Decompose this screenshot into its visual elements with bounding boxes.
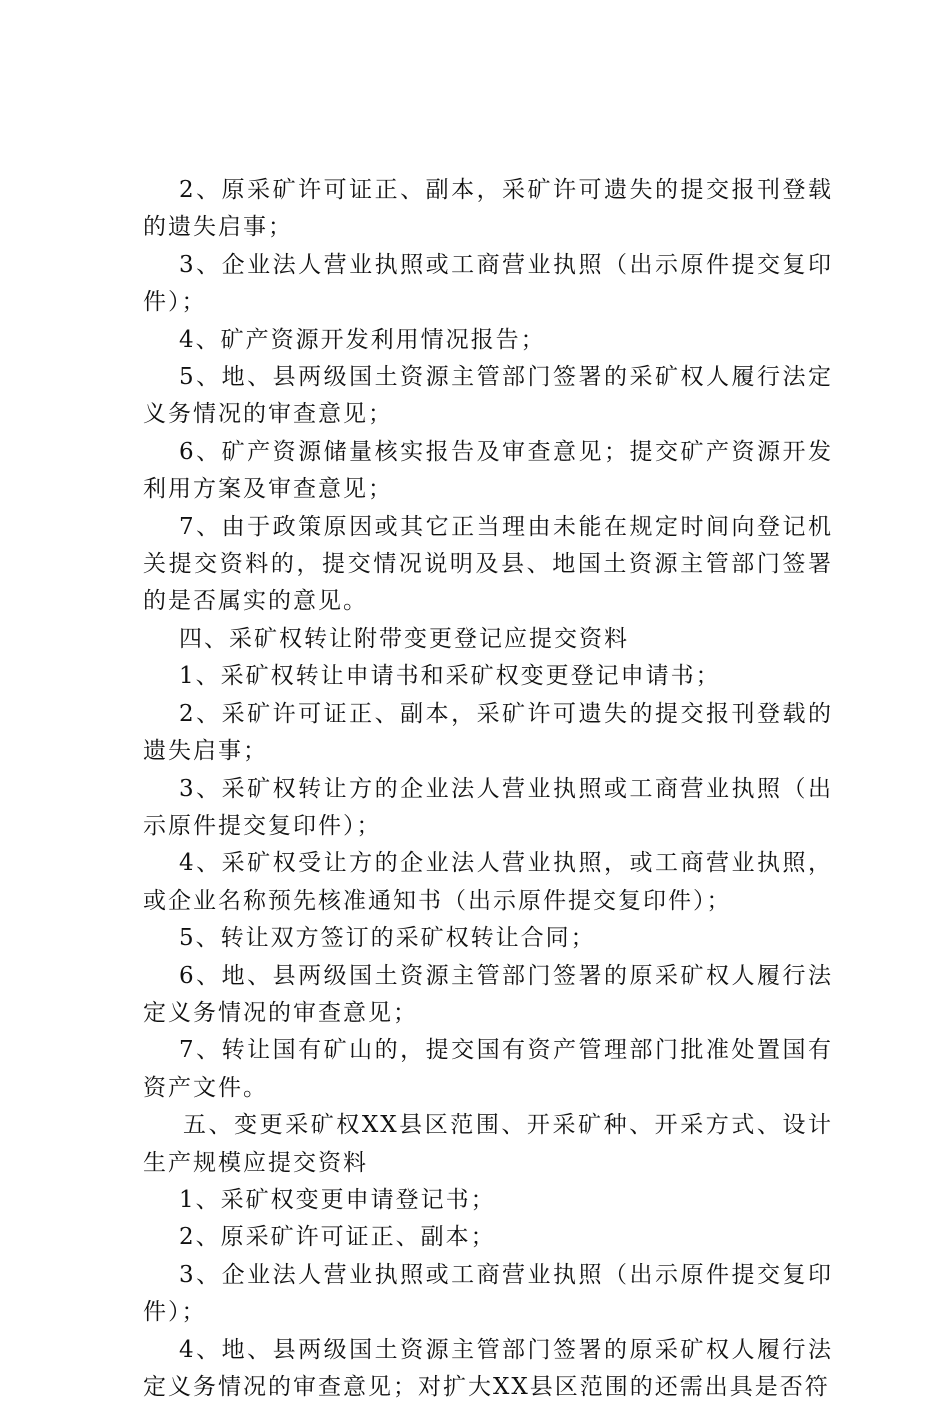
list-item: 3、采矿权转让方的企业法人营业执照或工商营业执照（出示原件提交复印件）；	[143, 775, 833, 839]
list-item: 4、采矿权受让方的企业法人营业执照，或工商营业执照，或企业名称预先核准通知书（出示原件提交复印件）；	[143, 850, 833, 914]
list-item: 7、由于政策原因或其它正当理由未能在规定时间向登记机关提交资料的，提交情况说明及县、地国土资源主管部门签署的是否属实的意见。	[143, 513, 833, 615]
list-item: 2、原采矿许可证正、副本，采矿许可遗失的提交报刊登载的遗失启事；	[143, 177, 833, 241]
list-item: 1、采矿权转让申请书和采矿权变更登记申请书；	[179, 663, 721, 690]
list-item: 1、采矿权变更申请登记书；	[179, 1186, 496, 1213]
list-item: 5、地、县两级国土资源主管部门签署的采矿权人履行法定义务情况的审查意见；	[143, 364, 833, 428]
list-item: 2、原采矿许可证正、副本；	[179, 1224, 496, 1251]
section-heading: 四、采矿权转让附带变更登记应提交资料	[179, 625, 629, 652]
list-item: 3、企业法人营业执照或工商营业执照（出示原件提交复印件）；	[143, 251, 833, 316]
list-item: 6、地、县两级国土资源主管部门签署的原采矿权人履行法定义务情况的审查意见；	[143, 962, 833, 1026]
list-item: 4、矿产资源开发利用情况报告；	[179, 326, 546, 353]
list-item: 2、采矿许可证正、副本，采矿许可遗失的提交报刊登载的遗失启事；	[143, 700, 833, 765]
document-body	[143, 172, 833, 1406]
section-heading: 五、变更采矿权XX县区范围、开采矿种、开采方式、设计生产规模应提交资料	[143, 1112, 833, 1176]
list-item: 4、地、县两级国土资源主管部门签署的原采矿权人履行法定义务情况的审查意见；对扩大XX县区范围的还需出具是否符	[143, 1336, 833, 1400]
list-item: 6、矿产资源储量核实报告及审查意见；提交矿产资源开发利用方案及审查意见；	[143, 438, 833, 503]
list-item: 7、转让国有矿山的，提交国有资产管理部门批准处置国有资产文件。	[143, 1037, 833, 1101]
list-item: 5、转让双方签订的采矿权转让合同；	[179, 925, 596, 952]
list-item: 3、企业法人营业执照或工商营业执照（出示原件提交复印件）；	[143, 1261, 833, 1326]
